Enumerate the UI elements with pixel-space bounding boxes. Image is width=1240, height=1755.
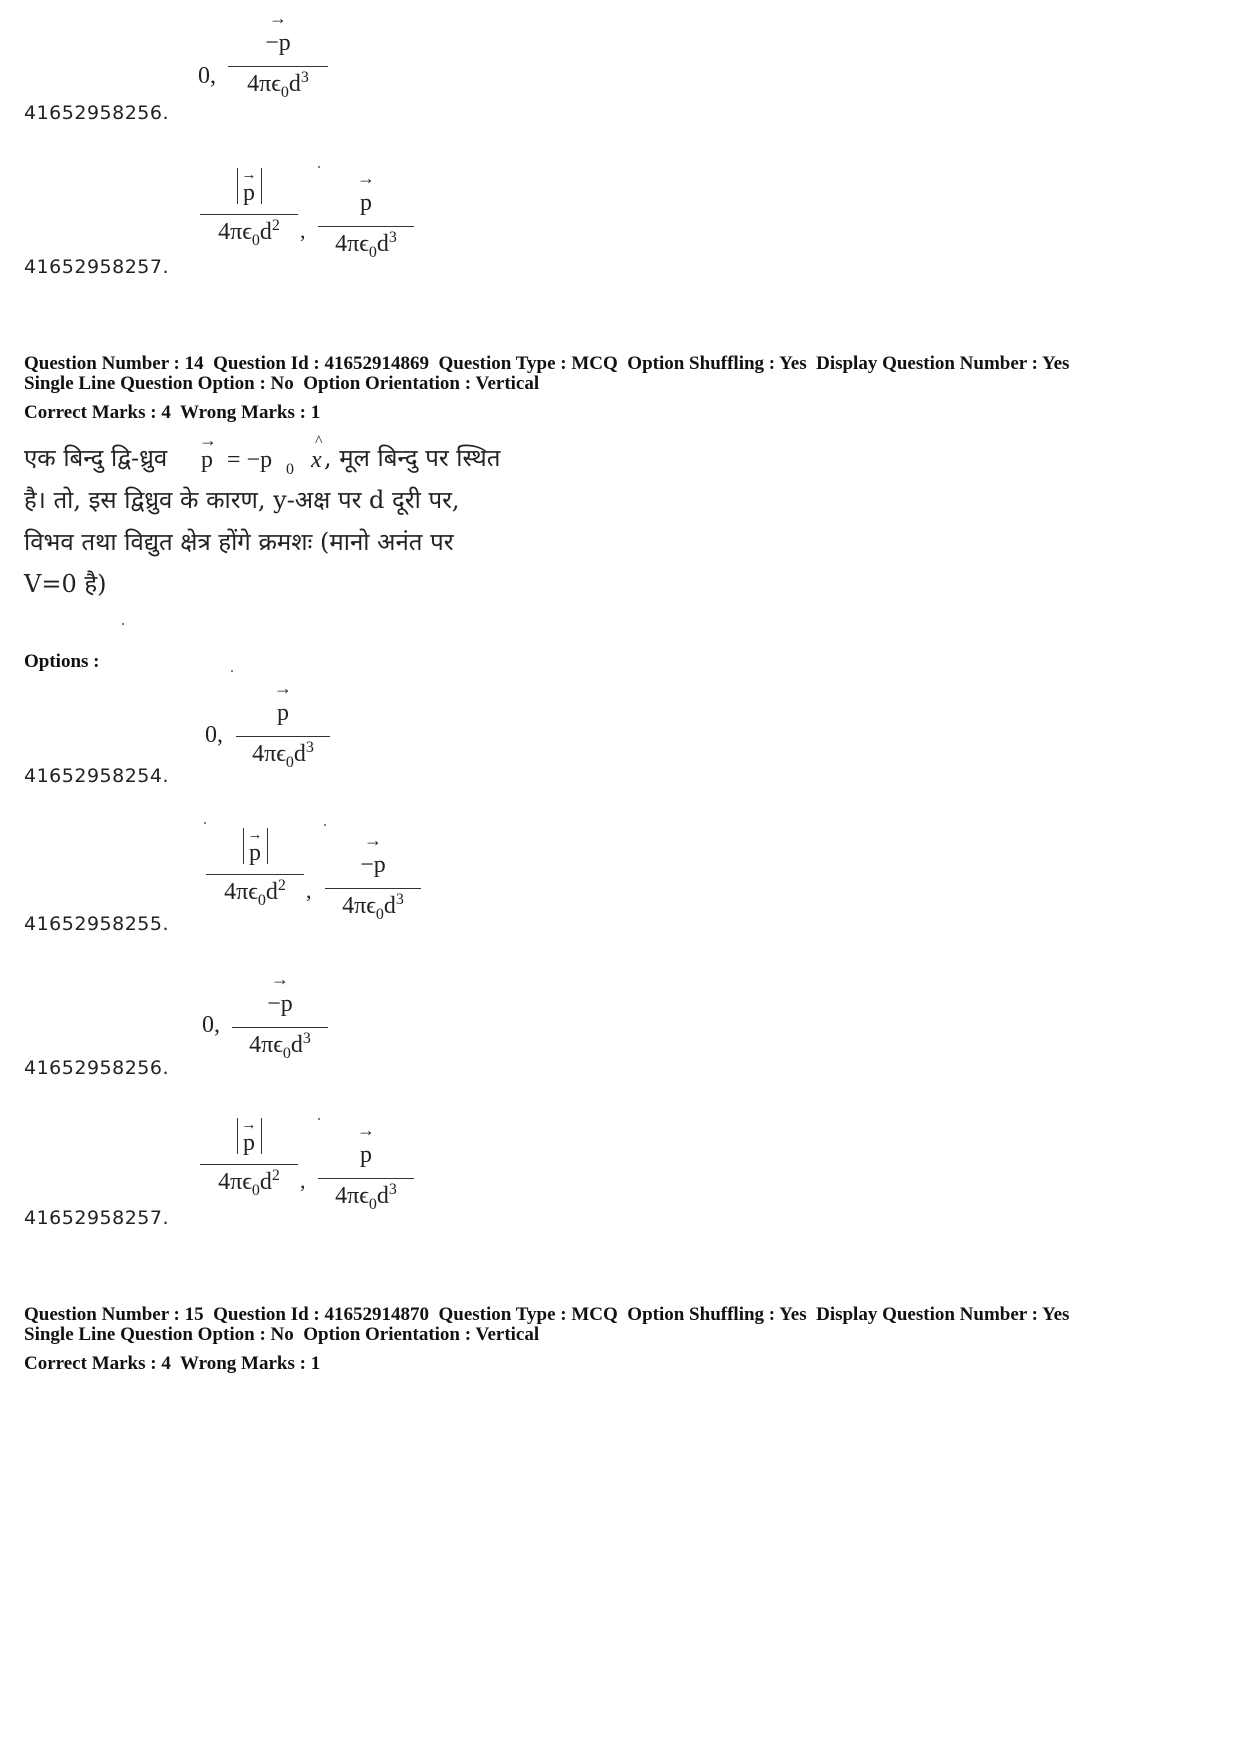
question-meta-line2: Single Line Question Option : No Option Orientation : Vertical xyxy=(24,1324,540,1345)
question-meta-line2: Single Line Question Option : No Option Orientation : Vertical xyxy=(24,373,540,394)
option-zero: 0, xyxy=(198,63,216,89)
option-fraction-abs: → p $4\pi\epsilon_0d^2$ xyxy=(200,168,298,250)
option-fraction: → p $4\pi\epsilon_0d^3$ xyxy=(318,190,414,262)
option-id: 41652958257. xyxy=(24,1207,170,1229)
option-id: 41652958256. xyxy=(24,102,170,124)
option-id: 41652958254. xyxy=(24,765,170,787)
option-id: 41652958257. xyxy=(24,256,170,278)
question-marks: Correct Marks : 4 Wrong Marks : 1 xyxy=(24,402,321,423)
question-marks: Correct Marks : 4 Wrong Marks : 1 xyxy=(24,1353,321,1374)
question-meta-line1: Question Number : 14 Question Id : 41652914869 Question Type : MCQ Option Shuffling : Yes Display Question Number : Yes xyxy=(24,353,1070,374)
question-meta-line1: Question Number : 15 Question Id : 41652914870 Question Type : MCQ Option Shuffling : Yes Display Question Number : Yes xyxy=(24,1304,1070,1325)
question-text: एक बिन्दु द्वि-ध्रुव → p = −p 0 ^ x , मूल बिन्दु पर स्थित है। तो, इस द्विध्रुव के कारण, y-अक्ष पर d दूरी पर, विभव तथा विद्युत क्षेत्र होंगे क्रमशः (मानो अनंत पर V=0 है) xyxy=(24,430,501,598)
option-fraction: → −p $4\pi\epsilon_0d^3$ xyxy=(228,30,328,102)
option-id: 41652958256. xyxy=(24,1057,170,1079)
option-id: 41652958255. xyxy=(24,913,170,935)
options-label: Options : xyxy=(24,651,100,672)
